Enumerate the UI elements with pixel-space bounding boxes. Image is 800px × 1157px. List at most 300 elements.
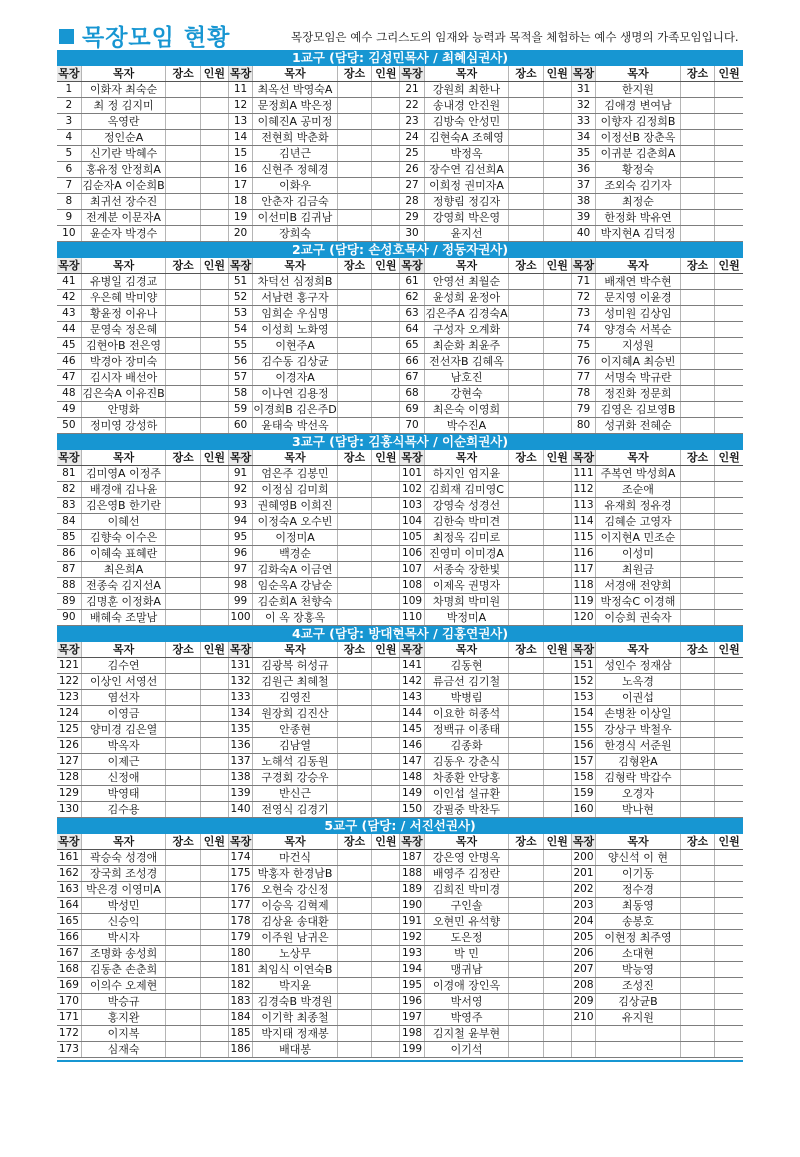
- group-number: 41: [57, 274, 81, 290]
- leader-names: 성미원 김상임: [596, 306, 681, 322]
- leader-names: 최옥선 박영숙A: [253, 82, 338, 98]
- column-header: 목장: [572, 835, 595, 848]
- place-cell: [680, 882, 714, 898]
- place-cell: [680, 754, 714, 770]
- place-cell: [337, 754, 371, 770]
- group-number: 159: [571, 786, 595, 802]
- place-cell: [680, 210, 714, 226]
- place-cell: [337, 978, 371, 994]
- place-cell: [509, 178, 543, 194]
- group-number: 52: [228, 290, 252, 306]
- headcount-cell: [715, 786, 743, 802]
- column-header: 장소: [509, 258, 543, 274]
- headcount-cell: [543, 274, 571, 290]
- group-number: 70: [400, 418, 424, 434]
- headcount-cell: [372, 82, 400, 98]
- headcount-cell: [200, 930, 228, 946]
- leader-names: 박서영: [424, 994, 509, 1010]
- headcount-cell: [543, 498, 571, 514]
- leader-names: 이혜진A 공미정: [253, 114, 338, 130]
- place-cell: [680, 130, 714, 146]
- column-header: 장소: [509, 66, 543, 82]
- place-cell: [680, 610, 714, 626]
- group-number: 196: [400, 994, 424, 1010]
- place-cell: [680, 914, 714, 930]
- leader-names: 서명숙 박규란: [596, 370, 681, 386]
- table-row: [57, 530, 743, 546]
- headcount-cell: [372, 866, 400, 882]
- table-row: [57, 546, 743, 562]
- place-cell: [166, 802, 200, 818]
- leader-names: 백경순: [253, 546, 338, 562]
- leader-names: 홍유정 안정희A: [81, 162, 166, 178]
- headcount-cell: [543, 146, 571, 162]
- headcount-cell: [372, 546, 400, 562]
- group-number: 35: [571, 146, 595, 162]
- leader-names: 송내경 안진원: [424, 98, 509, 114]
- headcount-cell: [543, 354, 571, 370]
- leader-names: 정향림 정김자: [424, 194, 509, 210]
- place-cell: [509, 82, 543, 98]
- place-cell: [337, 722, 371, 738]
- leader-names: 임희순 우심명: [253, 306, 338, 322]
- table-row: [57, 402, 743, 418]
- place-cell: [166, 978, 200, 994]
- place-cell: [337, 658, 371, 674]
- place-cell: [166, 914, 200, 930]
- headcount-cell: [200, 658, 228, 674]
- headcount-cell: [715, 930, 743, 946]
- column-header: 목장: [401, 643, 423, 656]
- headcount-cell: [200, 722, 228, 738]
- column-header: 인원: [543, 258, 571, 274]
- place-cell: [166, 866, 200, 882]
- column-header: 장소: [680, 450, 714, 466]
- place-cell: [337, 274, 371, 290]
- group-number: 155: [571, 722, 595, 738]
- group-number: 131: [228, 658, 252, 674]
- headcount-cell: [200, 370, 228, 386]
- headcount-cell: [715, 898, 743, 914]
- place-cell: [166, 162, 200, 178]
- group-number: 170: [57, 994, 81, 1010]
- district-table: [57, 242, 743, 434]
- headcount-cell: [715, 770, 743, 786]
- leader-names: 김은영B 한기란: [81, 498, 166, 514]
- group-number: 63: [400, 306, 424, 322]
- column-header: 인원: [372, 450, 400, 466]
- group-number: 167: [57, 946, 81, 962]
- leader-names: 김현숙A 조혜영: [424, 130, 509, 146]
- headcount-cell: [200, 514, 228, 530]
- headcount-cell: [543, 114, 571, 130]
- group-number: 130: [57, 802, 81, 818]
- headcount-cell: [372, 882, 400, 898]
- headcount-cell: [715, 1026, 743, 1042]
- place-cell: [680, 178, 714, 194]
- group-number: 93: [228, 498, 252, 514]
- place-cell: [509, 386, 543, 402]
- group-number: 101: [400, 466, 424, 482]
- leader-names: 전계분 이문자A: [81, 210, 166, 226]
- place-cell: [166, 290, 200, 306]
- table-row: [57, 578, 743, 594]
- leader-names: 김형완A: [596, 754, 681, 770]
- place-cell: [680, 994, 714, 1010]
- leader-names: 문정희A 박은정: [253, 98, 338, 114]
- headcount-cell: [372, 466, 400, 482]
- leader-names: 서남련 홍구자: [253, 290, 338, 306]
- column-header: 장소: [337, 834, 371, 850]
- group-number: 151: [571, 658, 595, 674]
- leader-names: 유재희 정유경: [596, 498, 681, 514]
- leader-names: 안춘자 김금숙: [253, 194, 338, 210]
- table-row: [57, 178, 743, 194]
- table-row: [57, 674, 743, 690]
- leader-names: 황정숙: [596, 162, 681, 178]
- place-cell: [337, 866, 371, 882]
- column-header: 목장: [229, 643, 252, 656]
- leader-names: 김형락 박갑수: [596, 770, 681, 786]
- leader-names: 이지혜A 최승빈: [596, 354, 681, 370]
- group-number: 84: [57, 514, 81, 530]
- group-number: 195: [400, 978, 424, 994]
- headcount-cell: [715, 482, 743, 498]
- headcount-cell: [372, 130, 400, 146]
- headcount-cell: [715, 658, 743, 674]
- place-cell: [337, 130, 371, 146]
- table-row: [57, 802, 743, 818]
- place-cell: [680, 786, 714, 802]
- leader-names: 정수경: [596, 882, 681, 898]
- leader-names: 이화자 최숙순: [81, 82, 166, 98]
- headcount-cell: [543, 594, 571, 610]
- column-header: 목자: [253, 834, 338, 850]
- headcount-cell: [200, 498, 228, 514]
- group-number: 37: [571, 178, 595, 194]
- place-cell: [166, 610, 200, 626]
- headcount-cell: [543, 322, 571, 338]
- table-row: [57, 930, 743, 946]
- leader-names: 최정옥 김미로: [424, 530, 509, 546]
- group-number: 18: [228, 194, 252, 210]
- headcount-cell: [543, 194, 571, 210]
- leader-names: 김은숙A 이유진B: [82, 387, 165, 400]
- headcount-cell: [543, 930, 571, 946]
- headcount-cell: [372, 914, 400, 930]
- group-number: 194: [400, 962, 424, 978]
- table-header-row: [57, 450, 743, 466]
- group-number: 207: [571, 962, 595, 978]
- leader-names: 이승희 권숙자: [596, 610, 681, 626]
- headcount-cell: [543, 722, 571, 738]
- headcount-cell: [200, 1010, 228, 1026]
- headcount-cell: [543, 882, 571, 898]
- leader-names: 윤순자 박경수: [81, 226, 166, 242]
- column-header: 인원: [200, 642, 228, 658]
- column-header: 목자: [253, 642, 338, 658]
- group-number: 181: [228, 962, 252, 978]
- column-header: 장소: [680, 834, 714, 850]
- leader-names: 김수동 김상균: [253, 354, 338, 370]
- table-row: [57, 114, 743, 130]
- headcount-cell: [543, 770, 571, 786]
- leader-names: 이기학 최종철: [253, 1010, 338, 1026]
- place-cell: [337, 306, 371, 322]
- column-header: 목자: [81, 66, 166, 82]
- column-header: 목장: [572, 67, 595, 80]
- place-cell: [680, 770, 714, 786]
- place-cell: [509, 1010, 543, 1026]
- leader-names: 박영태: [81, 786, 166, 802]
- page-title: 목장모임 현황: [82, 25, 231, 51]
- headcount-cell: [372, 322, 400, 338]
- group-number: 191: [400, 914, 424, 930]
- place-cell: [337, 530, 371, 546]
- group-number: 48: [57, 386, 81, 402]
- column-header: 목장: [401, 259, 423, 272]
- column-header: 장소: [509, 834, 543, 850]
- place-cell: [509, 610, 543, 626]
- group-number: 77: [571, 370, 595, 386]
- place-cell: [166, 658, 200, 674]
- place-cell: [680, 706, 714, 722]
- leader-names: 곽승숙 성경애: [81, 850, 166, 866]
- place-cell: [680, 290, 714, 306]
- group-number: 107: [400, 562, 424, 578]
- headcount-cell: [200, 690, 228, 706]
- group-number: 80: [571, 418, 595, 434]
- place-cell: [509, 994, 543, 1010]
- leader-names: 남호진: [424, 370, 509, 386]
- place-cell: [337, 98, 371, 114]
- headcount-cell: [372, 898, 400, 914]
- group-number: 165: [57, 914, 81, 930]
- place-cell: [680, 722, 714, 738]
- headcount-cell: [200, 354, 228, 370]
- group-number: 161: [57, 850, 81, 866]
- leader-names: 김동현: [424, 658, 509, 674]
- headcount-cell: [372, 674, 400, 690]
- place-cell: [509, 418, 543, 434]
- leader-names: 박정미A: [424, 610, 509, 626]
- table-row: [57, 754, 743, 770]
- headcount-cell: [715, 290, 743, 306]
- group-number: 201: [571, 866, 595, 882]
- group-number: 209: [571, 994, 595, 1010]
- column-header: 인원: [200, 834, 228, 850]
- headcount-cell: [543, 690, 571, 706]
- group-number: 21: [400, 82, 424, 98]
- place-cell: [337, 802, 371, 818]
- headcount-cell: [543, 82, 571, 98]
- group-number: 72: [571, 290, 595, 306]
- leader-names: 맹귀남: [424, 962, 509, 978]
- place-cell: [337, 402, 371, 418]
- place-cell: [337, 82, 371, 98]
- headcount-cell: [372, 354, 400, 370]
- leader-names: 장희숙: [253, 226, 338, 242]
- headcount-cell: [200, 322, 228, 338]
- headcount-cell: [200, 1026, 228, 1042]
- leader-names: 박정숙C 이경해: [596, 594, 681, 610]
- headcount-cell: [200, 178, 228, 194]
- headcount-cell: [715, 1010, 743, 1026]
- headcount-cell: [200, 386, 228, 402]
- column-header: 장소: [337, 258, 371, 274]
- group-number: 13: [228, 114, 252, 130]
- leader-names: 김향숙 이수은: [81, 530, 166, 546]
- place-cell: [680, 386, 714, 402]
- place-cell: [337, 1026, 371, 1042]
- leader-names: 성인수 정재삼: [596, 658, 681, 674]
- leader-names: 이주원 남귀은: [253, 930, 338, 946]
- place-cell: [509, 802, 543, 818]
- column-header: 목자: [596, 642, 681, 658]
- headcount-cell: [715, 610, 743, 626]
- column-header: 목자: [253, 258, 338, 274]
- place-cell: [509, 658, 543, 674]
- group-number: 115: [571, 530, 595, 546]
- column-header: 목자: [253, 66, 338, 82]
- group-number: 6: [57, 162, 81, 178]
- table-row: [57, 898, 743, 914]
- leader-names: 박은경 이영미A: [81, 882, 166, 898]
- leader-names: 김미영A 이정주: [81, 466, 166, 482]
- place-cell: [680, 466, 714, 482]
- column-header: 목장: [572, 259, 595, 272]
- leader-names: 신현주 정혜경: [253, 162, 338, 178]
- leader-names: 마건식: [253, 850, 338, 866]
- leader-names: 이상인 서영선: [81, 674, 166, 690]
- place-cell: [337, 562, 371, 578]
- table-row: [57, 1010, 743, 1026]
- leader-names: 이기석: [424, 1042, 509, 1058]
- headcount-cell: [543, 1010, 571, 1026]
- group-number: 65: [400, 338, 424, 354]
- headcount-cell: [715, 1042, 743, 1058]
- headcount-cell: [715, 994, 743, 1010]
- place-cell: [337, 194, 371, 210]
- leader-names: 김화숙A 이금연: [253, 562, 338, 578]
- place-cell: [166, 546, 200, 562]
- group-number: 204: [571, 914, 595, 930]
- headcount-cell: [543, 562, 571, 578]
- table-row: [57, 562, 743, 578]
- place-cell: [166, 514, 200, 530]
- place-cell: [337, 466, 371, 482]
- leader-names: 이정선B 장춘옥: [596, 130, 681, 146]
- column-header: 인원: [715, 834, 743, 850]
- column-header: 장소: [337, 66, 371, 82]
- place-cell: [509, 482, 543, 498]
- place-cell: [166, 306, 200, 322]
- leader-names: 반신근: [253, 786, 338, 802]
- place-cell: [680, 674, 714, 690]
- place-cell: [509, 706, 543, 722]
- leader-names: 원장희 김진산: [253, 706, 338, 722]
- group-number: 188: [400, 866, 424, 882]
- leader-names: 염선자: [81, 690, 166, 706]
- column-header: 목장: [401, 67, 423, 80]
- column-header: 장소: [166, 258, 200, 274]
- place-cell: [509, 866, 543, 882]
- leader-names: 홍지완: [81, 1010, 166, 1026]
- group-number: 91: [228, 466, 252, 482]
- leader-names: 윤지선: [424, 226, 509, 242]
- column-header: 목장: [58, 643, 80, 656]
- headcount-cell: [372, 498, 400, 514]
- place-cell: [166, 1042, 200, 1058]
- group-number: 7: [57, 178, 81, 194]
- column-header: 인원: [200, 258, 228, 274]
- column-header: 목장: [229, 835, 252, 848]
- headcount-cell: [372, 402, 400, 418]
- place-cell: [509, 370, 543, 386]
- leader-names: 김방숙 안성민: [424, 114, 509, 130]
- headcount-cell: [543, 418, 571, 434]
- column-header: 목자: [424, 66, 509, 82]
- leader-names: 이정미A: [253, 530, 338, 546]
- group-number: 112: [571, 482, 595, 498]
- leader-names: 박지윤: [253, 978, 338, 994]
- leader-names: 박지현A 김덕정: [596, 226, 681, 242]
- leader-names: 이현정 최주영: [596, 930, 681, 946]
- group-number: 76: [571, 354, 595, 370]
- place-cell: [680, 146, 714, 162]
- place-cell: [680, 850, 714, 866]
- headcount-cell: [372, 562, 400, 578]
- leader-names: 한경식 서준원: [596, 738, 681, 754]
- leader-names: 차종환 안당홍: [424, 770, 509, 786]
- group-number: 108: [400, 578, 424, 594]
- column-header: 목자: [424, 834, 509, 850]
- place-cell: [509, 354, 543, 370]
- place-cell: [166, 354, 200, 370]
- group-number: 206: [571, 946, 595, 962]
- headcount-cell: [372, 1010, 400, 1026]
- table-row: [57, 322, 743, 338]
- table-row: [57, 98, 743, 114]
- table-row: [57, 482, 743, 498]
- group-number: 28: [400, 194, 424, 210]
- place-cell: [166, 930, 200, 946]
- table-row: [57, 370, 743, 386]
- place-cell: [509, 850, 543, 866]
- leader-names: 박나현: [596, 802, 681, 818]
- leader-names: 김상균B: [596, 994, 681, 1010]
- group-number: 200: [571, 850, 595, 866]
- headcount-cell: [543, 514, 571, 530]
- place-cell: [680, 338, 714, 354]
- headcount-cell: [372, 994, 400, 1010]
- table-row: [57, 882, 743, 898]
- leader-names: 문영숙 정은혜: [81, 322, 166, 338]
- table-row: [57, 770, 743, 786]
- place-cell: [509, 210, 543, 226]
- leader-names: 김지철 윤부현: [424, 1026, 509, 1042]
- group-number: [571, 1026, 595, 1042]
- leader-names: 안명화: [81, 402, 166, 418]
- group-number: 88: [57, 578, 81, 594]
- group-number: 85: [57, 530, 81, 546]
- leader-names: 강현숙: [424, 386, 509, 402]
- group-number: 178: [228, 914, 252, 930]
- headcount-cell: [200, 482, 228, 498]
- place-cell: [509, 114, 543, 130]
- group-number: 133: [228, 690, 252, 706]
- leader-names: 전종숙 김지선A: [81, 578, 166, 594]
